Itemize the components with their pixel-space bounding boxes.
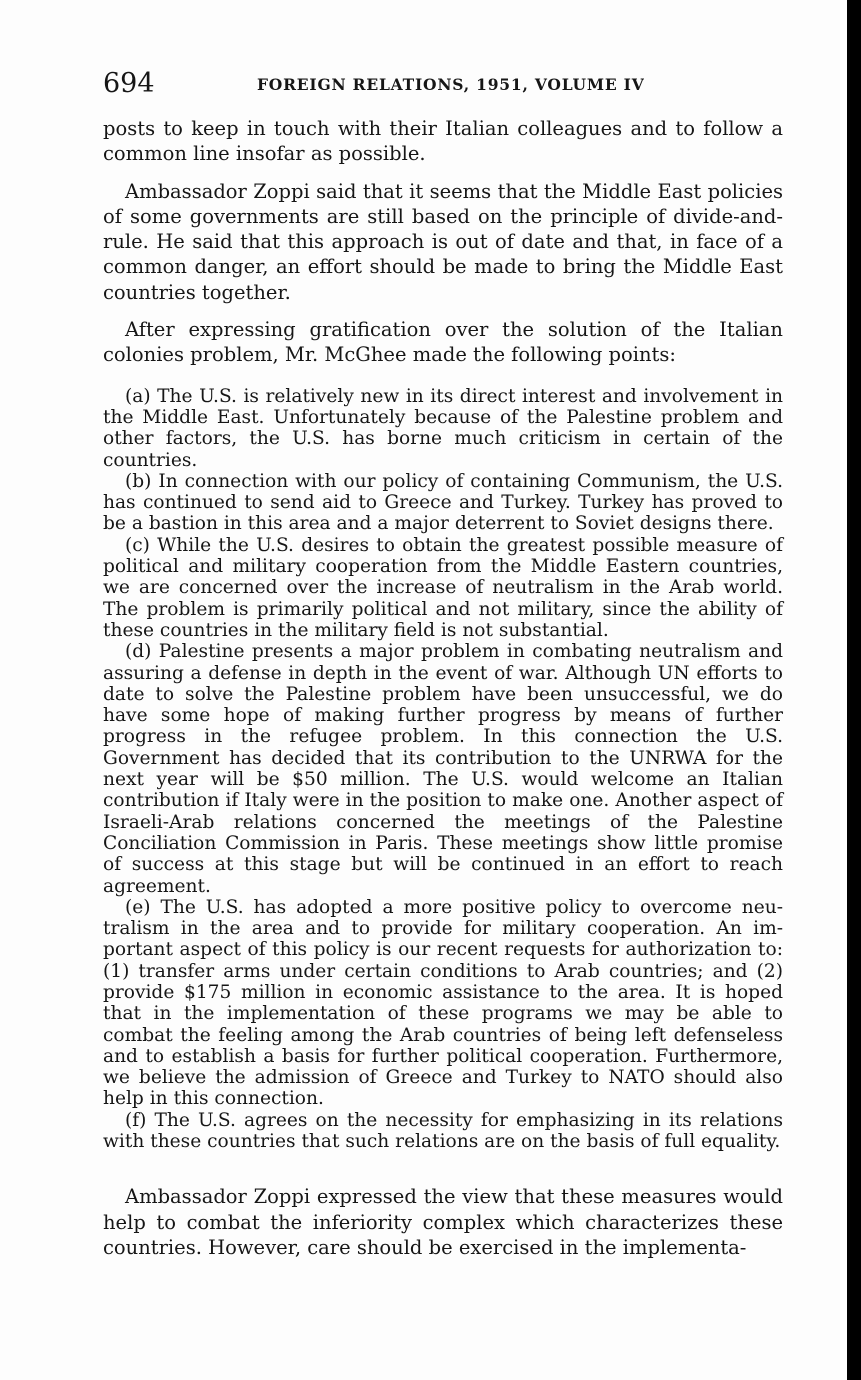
point-c: (c) While the U.S. desires to obtain the greatest possible measure of political and military cooperation from the Middle Eastern countries, we are concerned over the increase of neutralism in the Arab world. The problem is primarily political and not military, since the ability of these countries in the military field is not substantial. <box>103 534 783 641</box>
paragraph-mcghee-intro: After expressing gratification over the solution of the Italian colonies problem, Mr. McGhee made the following points: <box>103 318 783 367</box>
point-f: (f) The U.S. agrees on the necessity for emphasizing in its relations with these countries that such relations are on the basis of full equality. <box>103 1109 783 1153</box>
point-a: (a) The U.S. is relatively new in its direct interest and involvement in the Middle East. Unfortunately because of the Palestine problem and other factors, the U.S. has borne much criticism in certain of the countries. <box>103 385 783 471</box>
paragraph-zoppi-response: Ambassador Zoppi expressed the view that these measures would help to combat the inferiority complex which characterizes these countries. However, care should be exercised in the implementa- <box>103 1185 783 1259</box>
scan-edge <box>847 0 861 1380</box>
point-e: (e) The U.S. has adopted a more positive policy to overcome neutralism in the area and to provide for military cooperation. An important aspect of this policy is our recent requests for authorization to: (1) transfer arms under certain conditions to Arab countries; and (2) provide $175 million in economic assistance to the area. It is hoped that in the implementation of these programs we may be able to combat the feeling among the Arab countries of being left defenseless and to establish a basis for further political cooperation. Furthermore, we believe the admission of Greece and Turkey to NATO should also help in this connection. <box>103 896 783 1110</box>
point-b: (b) In connection with our policy of containing Communism, the U.S. has continued to send aid to Greece and Turkey. Turkey has proved to be a bastion in this area and a major deterrent to Soviet designs there. <box>103 470 783 535</box>
paragraph-zoppi-policies: Ambassador Zoppi said that it seems that the Middle East policies of some governments are still based on the principle of divide-and-rule. He said that this approach is out of date and that, in face of a common danger, an effort should be made to bring the Middle East countries together. <box>103 179 783 304</box>
mcghee-points-list <box>103 386 783 1153</box>
page-header <box>103 64 783 104</box>
point-d: (d) Palestine presents a major problem in combating neutralism and assuring a defense in depth in the event of war. Although UN efforts to date to solve the Palestine problem have been unsuccessful, we do have some hope of making further progress by means of further progress in the refugee problem. In this connection the U.S. Government has decided that its contribution to the UNRWA for the next year will be $50 million. The U.S. would welcome an Italian contribution if Italy were in the position to make one. Another aspect of Israeli-Arab relations concerned the meetings of the Palestine Conciliation Commission in Paris. These meetings show little promise of success at this stage but will be continued in an effort to reach agreement. <box>103 641 783 897</box>
page-body <box>103 116 783 1272</box>
paragraph-continuation: posts to keep in touch with their Italian colleagues and to follow a common line insofar as possible. <box>103 117 783 166</box>
page-number: 694 <box>103 68 155 99</box>
running-head: FOREIGN RELATIONS, 1951, VOLUME IV <box>257 75 645 94</box>
